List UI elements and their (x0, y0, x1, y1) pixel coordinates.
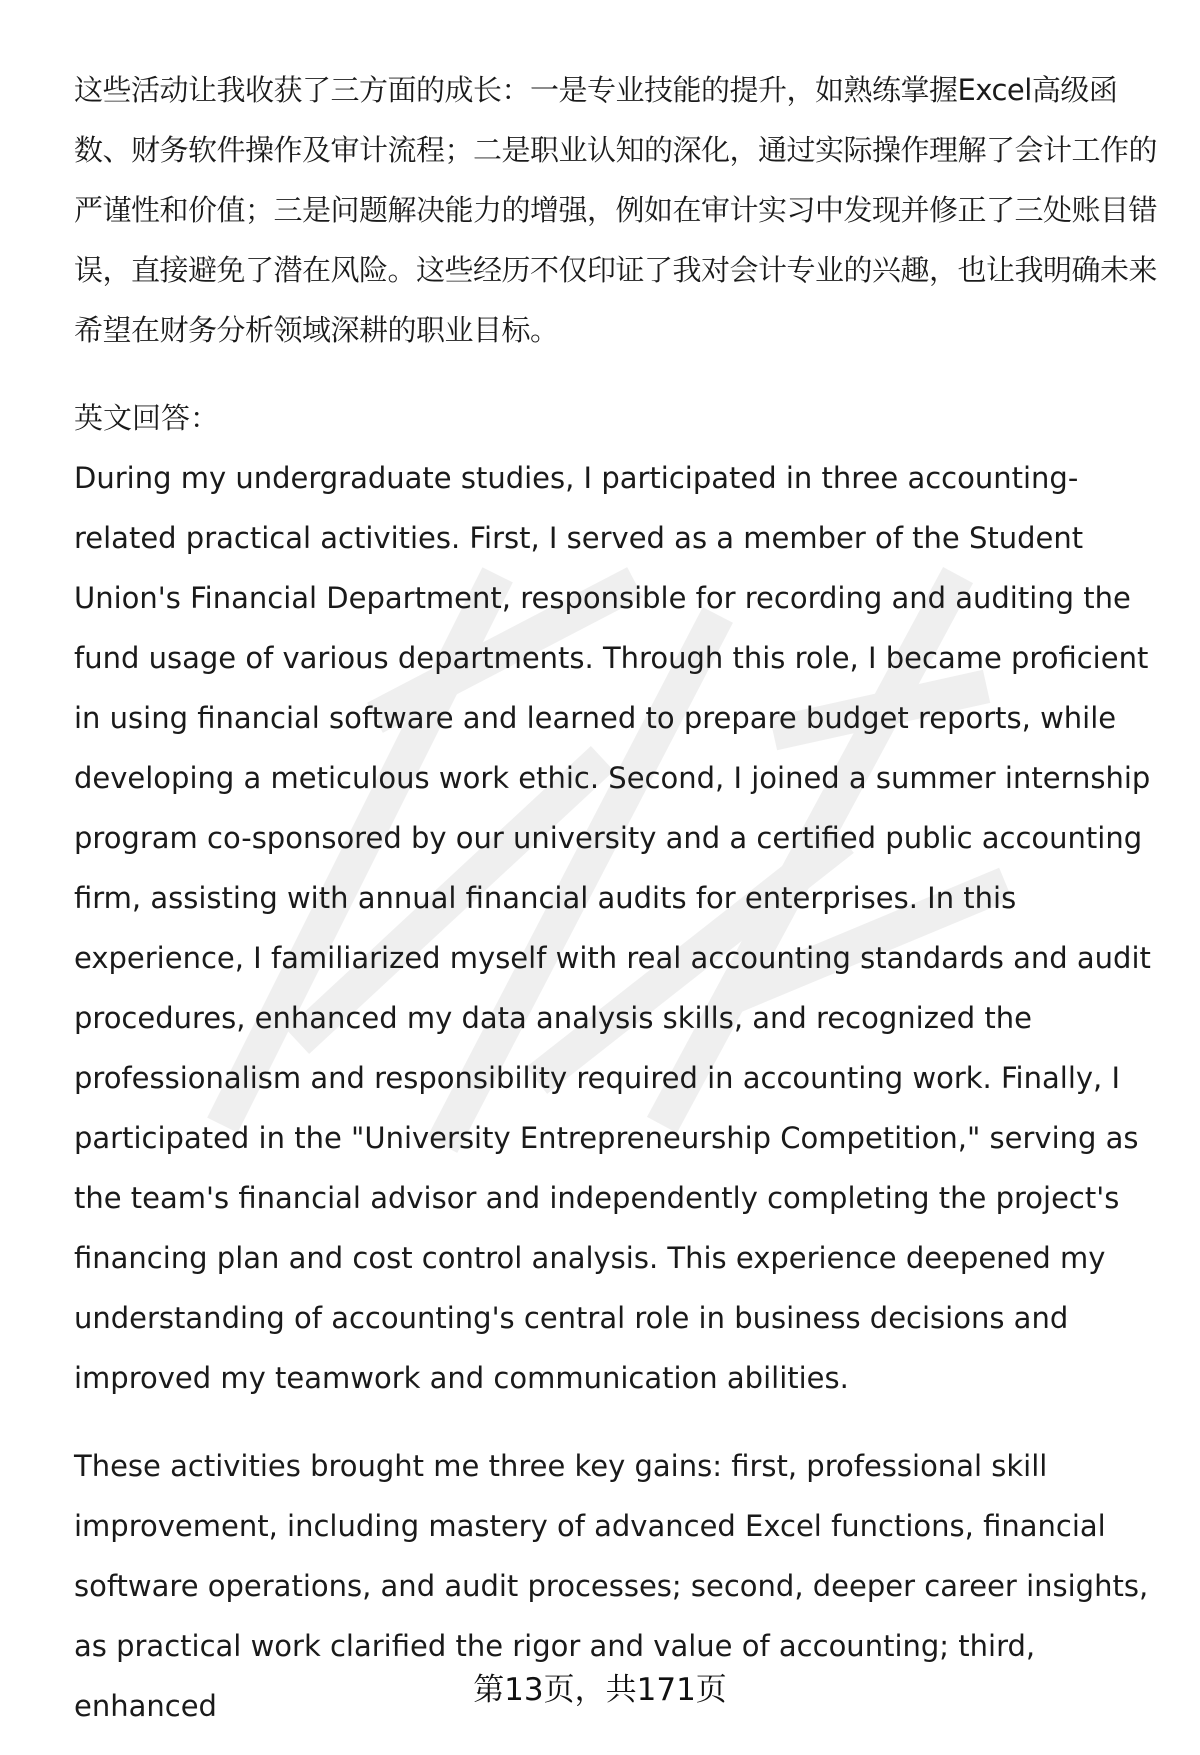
chinese-paragraph: 这些活动让我收获了三方面的成长：一是专业技能的提升，如熟练掌握Excel高级函数、财务软件操作及审计流程；二是职业认知的深化，通过实际操作理解了会计工作的严谨性和价值；三是问题解决能力的增强，例如在审计实习中发现并修正了三处账目错误，直接避免了潜在风险。这些经历不仅印证了我对会计专业的兴趣，也让我明确未来希望在财务分析领域深耕的职业目标。 (74, 73, 1158, 347)
english-paragraph-1: During my undergraduate studies, I participated in three accounting-related practical activities. First, I served as a member of the Student Union's Financial Department, responsible for recording and auditing the fund usage of various departments. Through this role, I became proficient in using financial software and learned to prepare budget reports, while developing a meticulous work ethic. Second, I joined a summer internship program co-sponsored by our university and a certified public accounting firm, assisting with annual financial audits for enterprises. In this experience, I familiarized myself with real accounting standards and audit procedures, enhanced my data analysis skills, and recognized the professionalism and responsibility required in accounting work. Finally, I participated in the "University Entrepreneurship Competition," serving as the team's financial advisor and independently completing the project's financing plan and cost control analysis. This experience deepened my understanding of accounting's central role in business decisions and improved my teamwork and communication abilities. (74, 461, 1151, 1395)
document-body (74, 60, 1164, 1736)
english-paragraph-2: These activities brought me three key gains: first, professional skill improvement, including mastery of advanced Excel functions, financial software operations, and audit processes; second, deeper career insights, as practical work clarified the rigor and value of accounting; third, enhanced (74, 1449, 1149, 1723)
page-number-footer: 第13页，共171页 (473, 1672, 727, 1708)
english-answer-label: 英文回答： (74, 401, 220, 435)
